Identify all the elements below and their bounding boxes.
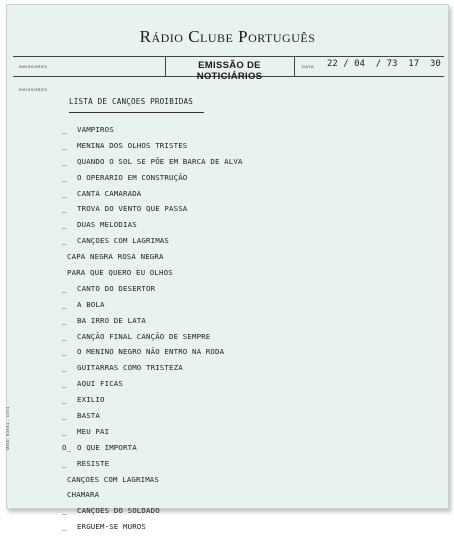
- song-item: [7, 252, 448, 268]
- song-title: CANTO DO DESERTOR: [77, 283, 156, 293]
- song-item: [7, 443, 448, 459]
- song-item: [7, 459, 448, 475]
- song-item: [7, 236, 448, 252]
- emissores-sublabel: EMISSORES: [19, 87, 48, 92]
- station-name: Rádio Clube Português: [139, 27, 316, 46]
- list-marker: _: [62, 506, 67, 516]
- list-marker: _: [62, 458, 67, 468]
- band-divider: [294, 57, 295, 76]
- list-marker: _: [62, 522, 67, 532]
- song-item: [7, 125, 448, 141]
- song-title: QUANDO O SOL SE PÕE EM BARCA DE ALVA: [77, 156, 243, 166]
- song-item: [7, 173, 448, 189]
- emissores-label: EMISSORES: [19, 64, 48, 69]
- title-underline: [69, 112, 204, 113]
- song-title: MEU PAI: [77, 426, 110, 436]
- song-item: [7, 363, 448, 379]
- song-item: [7, 141, 448, 157]
- song-item: [7, 220, 448, 236]
- song-title: RESISTE: [77, 458, 110, 468]
- list-marker: _: [62, 315, 67, 325]
- list-marker: _: [62, 379, 67, 389]
- song-title: CANÇOES DO SOLDADO: [77, 506, 160, 516]
- list-marker: _: [62, 172, 67, 182]
- song-item: [7, 411, 448, 427]
- form-number: MOD. 83641 - 1074: [5, 406, 10, 450]
- list-marker: _: [62, 363, 67, 373]
- song-item: [7, 157, 448, 173]
- song-title: GUITARRAS COMO TRISTEZA: [77, 363, 183, 373]
- song-title: CHAMARA: [67, 490, 100, 500]
- list-marker: _: [62, 156, 67, 166]
- song-title: ERGUEM-SE MUROS: [77, 522, 146, 532]
- song-item: [7, 427, 448, 443]
- list-marker: O_: [62, 442, 72, 452]
- list-marker: _: [62, 299, 67, 309]
- date-label: DATA: [302, 64, 315, 69]
- song-item: [7, 189, 448, 205]
- song-item: [7, 379, 448, 395]
- song-title: CAPA NEGRA ROSA NEGRA: [67, 252, 164, 262]
- song-item: [7, 506, 448, 522]
- song-title: MENINA DOS OLHOS TRISTES: [77, 140, 188, 150]
- song-item: [7, 300, 448, 316]
- song-item: [7, 522, 448, 538]
- song-title: A BOLA: [77, 299, 105, 309]
- song-title: BA IRRO DE LATA: [77, 315, 146, 325]
- song-title: O OPERARIO EM CONSTRUÇÃO: [77, 172, 188, 182]
- list-marker: _: [62, 395, 67, 405]
- song-title: EXILIO: [77, 395, 105, 405]
- list-marker: _: [62, 347, 67, 357]
- song-item: [7, 204, 448, 220]
- song-title: VAMPIROS: [77, 125, 114, 134]
- song-title: CANÇÃO FINAL CANÇÃO DE SEMPRE: [77, 331, 211, 341]
- list-marker: _: [62, 283, 67, 293]
- list-marker: _: [62, 220, 67, 230]
- song-item: [7, 284, 448, 300]
- song-title: CANTA CAMARADA: [77, 188, 142, 198]
- list-marker: _: [62, 125, 67, 134]
- song-list: [7, 125, 448, 538]
- song-title: O QUE IMPORTA: [77, 442, 137, 452]
- song-title: DUAS MELODIAS: [77, 220, 137, 230]
- list-marker: _: [62, 188, 67, 198]
- song-item: [7, 475, 448, 491]
- list-marker: _: [62, 411, 67, 421]
- list-title: LISTA DE CANÇOES PROIBIDAS: [69, 97, 194, 106]
- song-item: [7, 395, 448, 411]
- list-marker: _: [62, 331, 67, 341]
- document-page: [5, 4, 449, 532]
- list-marker: _: [62, 204, 67, 214]
- list-marker: _: [62, 426, 67, 436]
- song-item: [7, 316, 448, 332]
- song-title: BASTA: [77, 411, 100, 421]
- song-title: PARA QUE QUERO EU OLHOS: [67, 268, 173, 278]
- song-title: AQUI FICAS: [77, 379, 123, 389]
- list-marker: _: [62, 236, 67, 246]
- song-title: O MENINO NEGRO NÃO ENTRO NA RODA: [77, 347, 225, 357]
- date-value: 22 / 04 / 73 17 30: [327, 59, 441, 69]
- song-title: CANÇOES COM LAGRIMAS: [67, 474, 159, 484]
- song-title: CANÇOES COM LAGRIMAS: [77, 236, 169, 246]
- song-item: [7, 347, 448, 363]
- song-item: [7, 490, 448, 506]
- section-title: EMISSÃO DE NOTICIÁRIOS: [196, 60, 263, 82]
- song-title: TROVA DO VENTO QUE PASSA: [77, 204, 188, 214]
- song-item: [7, 268, 448, 284]
- header-band: [13, 56, 444, 82]
- list-marker: _: [62, 140, 67, 150]
- song-item: [7, 332, 448, 348]
